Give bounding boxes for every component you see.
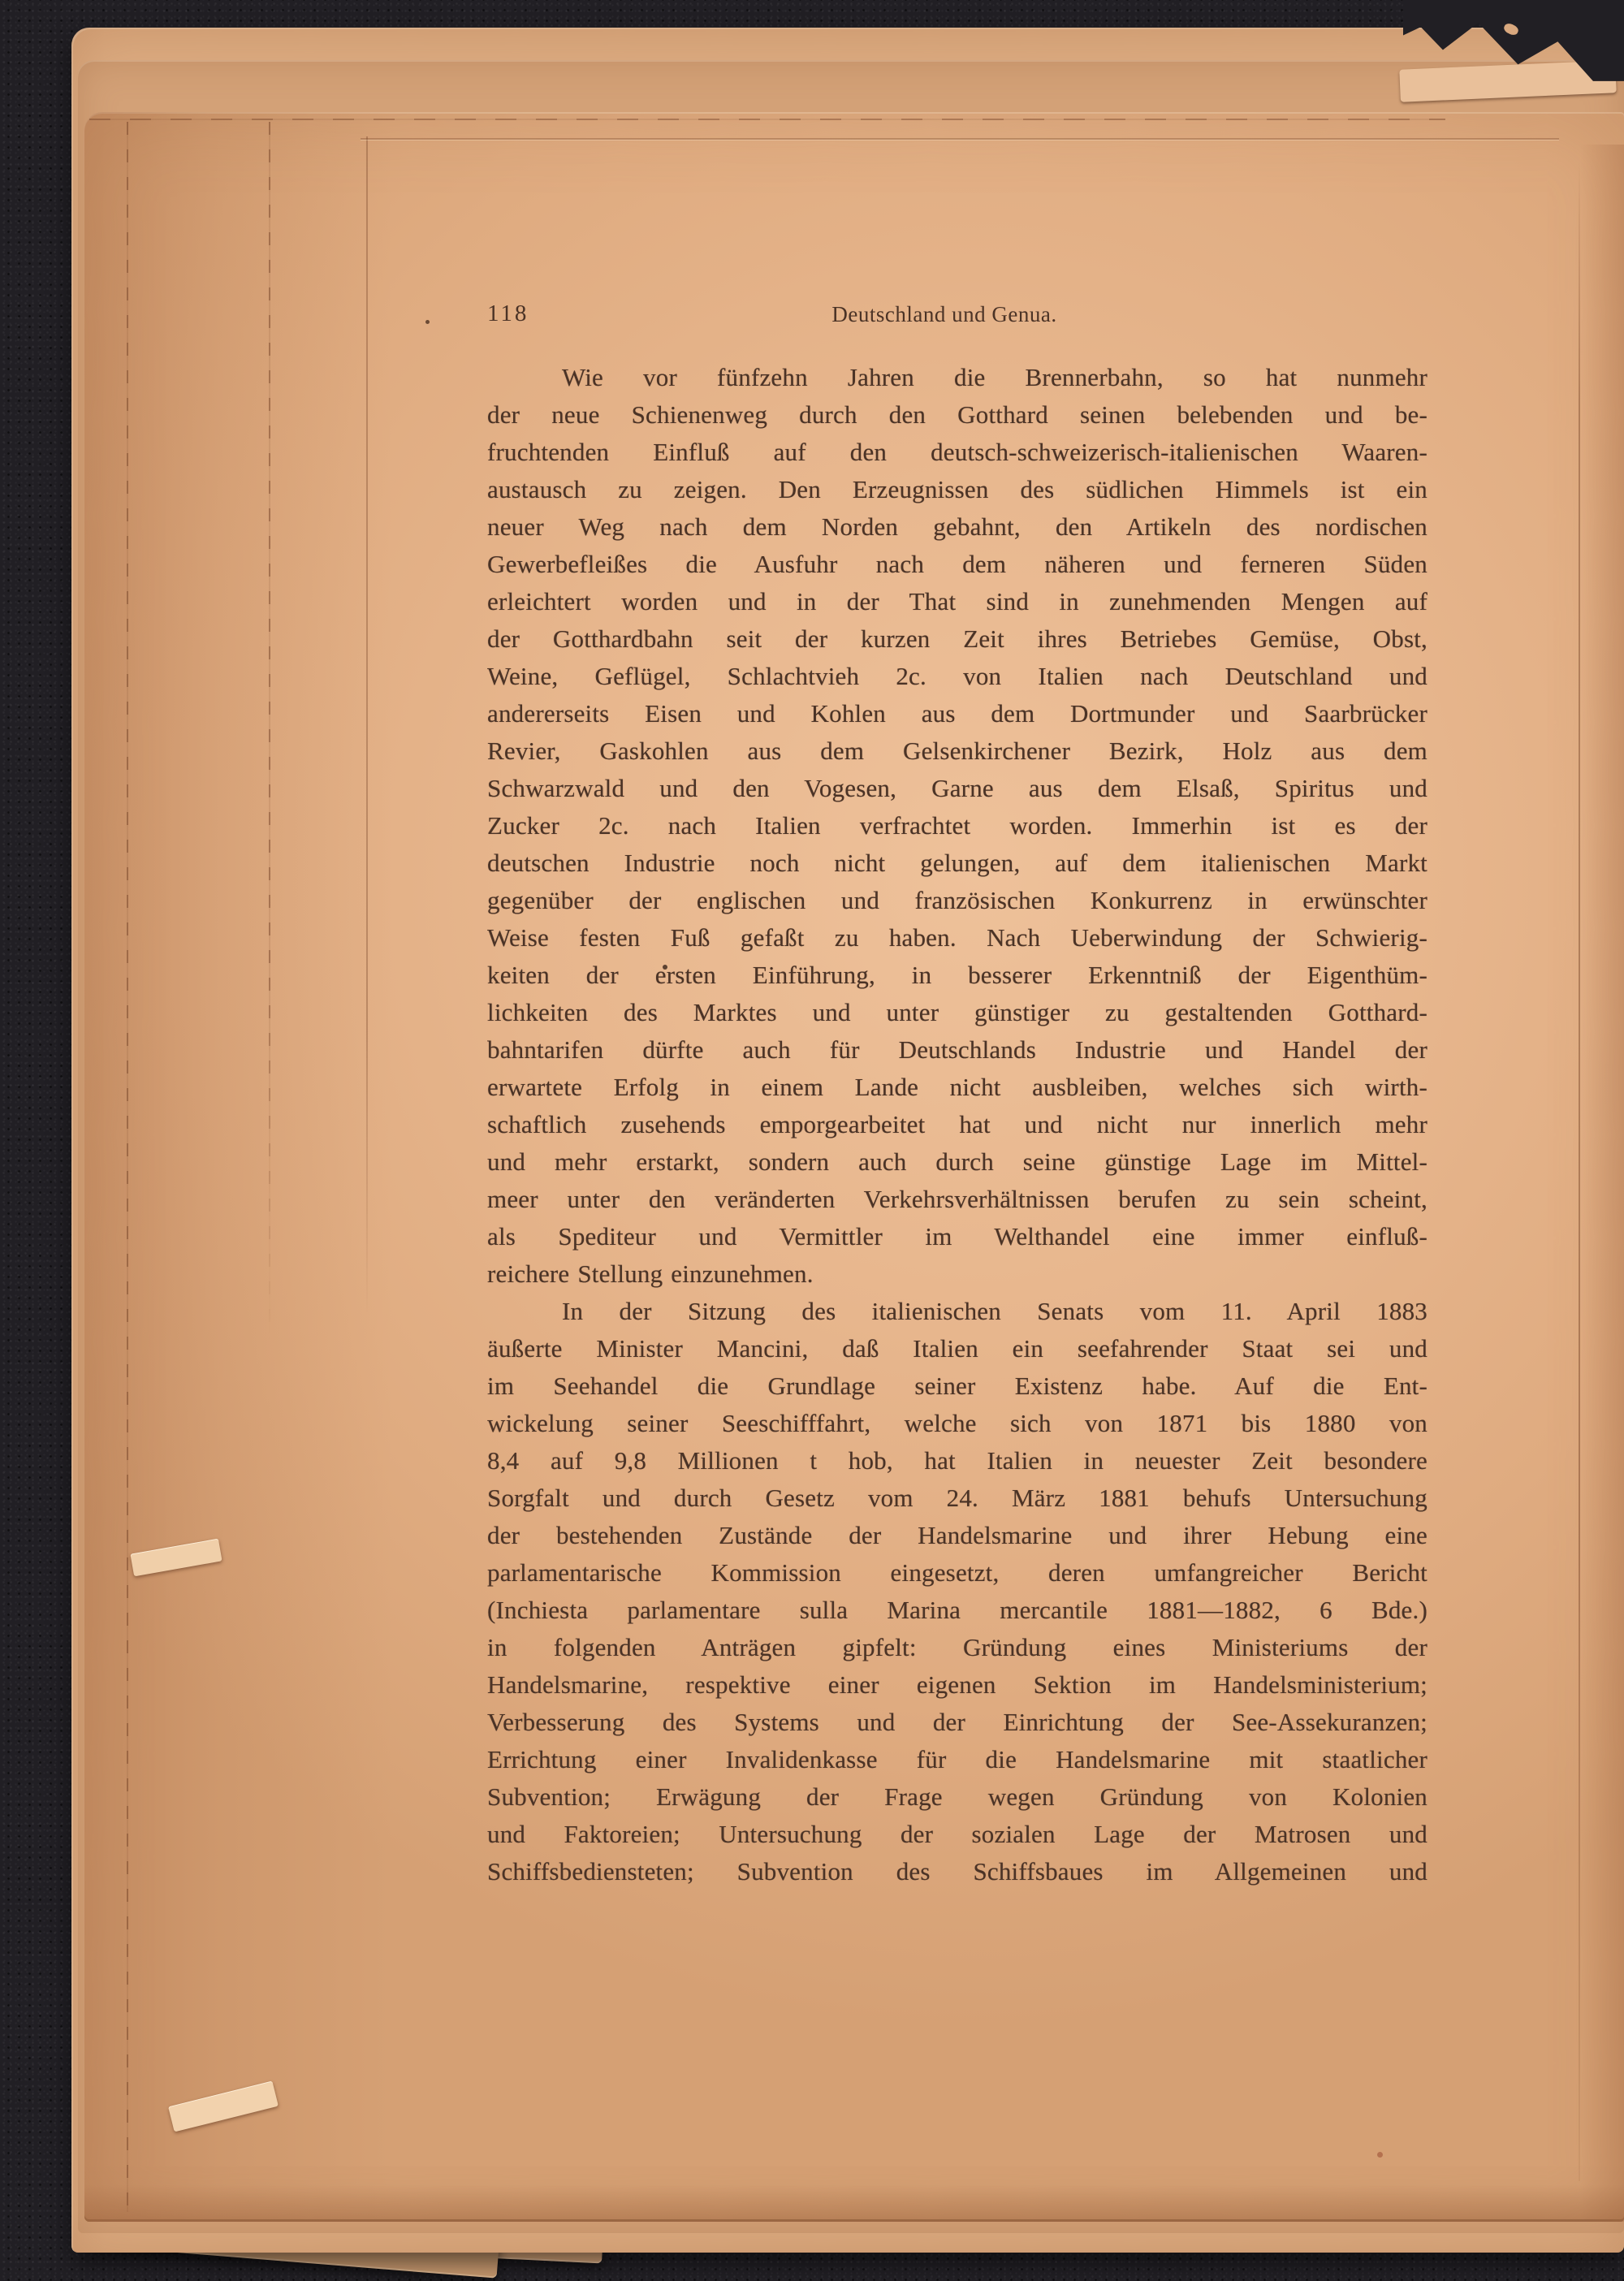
text-line: lichkeiten des Marktes und unter günstiger zu gestaltenden Gotthard- [487, 998, 1427, 1026]
text-line: fruchtenden Einfluß auf den deutsch-schweizerisch-italienischen Waaren- [487, 438, 1427, 466]
paragraph [487, 1293, 1427, 1890]
text-line: im Seehandel die Grundlage seiner Existenz habe. Auf die Ent- [487, 1372, 1427, 1400]
text-line: als Spediteur und Vermittler im Welthandel eine immer einfluß- [487, 1222, 1427, 1251]
left-binding-shade [84, 112, 393, 2222]
text-line: Schiffsbediensteten; Subvention des Schiffsbaues im Allgemeinen und [487, 1857, 1427, 1886]
text-line: gegenüber der englischen und französischen Konkurrenz in erwünschter [487, 886, 1427, 914]
text-line: Schwarzwald und den Vogesen, Garne aus dem Elsaß, Spiritus und [487, 774, 1427, 802]
text-line: und Faktoreien; Untersuchung der sozialen Lage der Matrosen und [487, 1820, 1427, 1848]
text-line: erwartete Erfolg in einem Lande nicht ausbleiben, welches sich wirth- [487, 1073, 1427, 1101]
text-line: deutschen Industrie noch nicht gelungen, auf dem italienischen Markt [487, 849, 1427, 877]
bottom-edge-shade [84, 2184, 1624, 2222]
text-line: Weise festen Fuß gefaßt zu haben. Nach Ueberwindung der Schwierig- [487, 923, 1427, 952]
text-line: der bestehenden Zustände der Handelsmarine und ihrer Hebung eine [487, 1521, 1427, 1549]
text-line: der Gotthardbahn seit der kurzen Zeit ihres Betriebes Gemüse, Obst, [487, 624, 1427, 653]
page-header [487, 299, 1427, 336]
text-line: erleichtert worden und in der That sind in zunehmenden Mengen auf [487, 587, 1427, 616]
text-line: Sorgfalt und durch Gesetz vom 24. März 1881 behufs Untersuchung [487, 1484, 1427, 1512]
text-line: und mehr erstarkt, sondern auch durch seine günstige Lage im Mittel- [487, 1147, 1427, 1176]
paragraph [487, 359, 1427, 1293]
left-edge-crease [127, 122, 128, 2212]
paragraphs [487, 359, 1427, 1890]
text-line: keiten der ersten Einführung, in besserer Erkenntniß der Eigenthüm- [487, 961, 1427, 989]
text-line: In der Sitzung des italienischen Senats vom 11. April 1883 [562, 1297, 1427, 1325]
text-line: Zucker 2c. nach Italien verfrachtet worden. Immerhin ist es der [487, 811, 1427, 840]
text-line: der neue Schienenweg durch den Gotthard seinen belebenden und be- [487, 400, 1427, 429]
top-edge-crease [89, 119, 1445, 120]
text-line: wickelung seiner Seeschifffahrt, welche sich von 1871 bis 1880 von [487, 1409, 1427, 1437]
text-line: Wie vor fünfzehn Jahren die Brennerbahn, so hat nunmehr [562, 363, 1427, 391]
text-line: äußerte Minister Mancini, daß Italien ein seefahrender Staat sei und [487, 1334, 1427, 1363]
running-title: Deutschland und Genua. [831, 302, 1057, 326]
text-line: schaftlich zusehends emporgearbeitet hat und nicht nur innerlich mehr [487, 1110, 1427, 1138]
text-line: Gewerbefleißes die Ausfuhr nach dem näheren und ferneren Süden [487, 550, 1427, 578]
text-line: Revier, Gaskohlen aus dem Gelsenkirchener Bezirk, Holz aus dem [487, 737, 1427, 765]
text-line: Verbesserung des Systems und der Einrichtung der See-Assekuranzen; [487, 1708, 1427, 1736]
text-line: (Inchiesta parlamentare sulla Marina mercantile 1881—1882, 6 Bde.) [487, 1596, 1427, 1624]
text-column [487, 299, 1427, 1890]
ink-speck [1377, 2152, 1383, 2158]
text-line: bahntarifen dürfte auch für Deutschlands Industrie und Handel der [487, 1035, 1427, 1064]
text-line: Subvention; Erwägung der Frage wegen Gründung von Kolonien [487, 1782, 1427, 1811]
text-line: meer unter den veränderten Verkehrsverhältnissen berufen zu sein scheint, [487, 1185, 1427, 1213]
left-emboss-line [366, 136, 368, 1314]
text-line: Errichtung einer Invalidenkasse für die Handelsmarine mit staatlicher [487, 1745, 1427, 1773]
text-line: in folgenden Anträgen gipfelt: Gründung eines Ministeriums der [487, 1633, 1427, 1661]
right-edge-shade [1580, 145, 1624, 2222]
text-line: Weine, Geflügel, Schlachtvieh 2c. von Italien nach Deutschland und [487, 662, 1427, 690]
text-line: neuer Weg nach dem Norden gebahnt, den Artikeln des nordischen [487, 512, 1427, 541]
text-line: 8,4 auf 9,8 Millionen t hob, hat Italien in neuester Zeit besondere [487, 1446, 1427, 1475]
text-line: reichere Stellung einzunehmen. [487, 1259, 814, 1288]
ink-speck [425, 320, 430, 324]
text-line: austausch zu zeigen. Den Erzeugnissen des südlichen Himmels ist ein [487, 475, 1427, 503]
top-emboss-line [361, 138, 1559, 140]
text-line: andererseits Eisen und Kohlen aus dem Dortmunder und Saarbrücker [487, 699, 1427, 728]
left-edge-crease [269, 122, 270, 1340]
text-line: parlamentarische Kommission eingesetzt, deren umfangreicher Bericht [487, 1558, 1427, 1587]
page-number: 118 [487, 300, 529, 326]
text-line: Handelsmarine, respektive einer eigenen Sektion im Handelsministerium; [487, 1670, 1427, 1699]
